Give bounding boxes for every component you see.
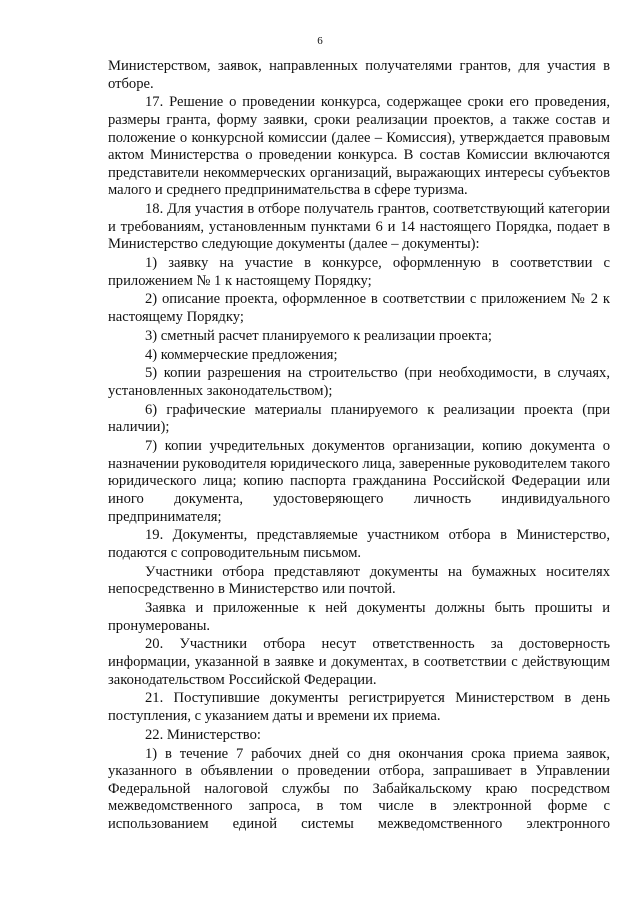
paragraph-continuation: Министерством, заявок, направленных получателями грантов, для участия в отборе.: [108, 58, 610, 92]
list-item-7: 7) копии учредительных документов организации, копию документа о назначении руководителя юридического лица, заверенные руководителем такого юридического лица; копию паспорта гражданина Российской Федерации или иного документа, удостоверяющего личность индивидуального предпринимателя;: [108, 438, 610, 525]
list-item-3: 3) сметный расчет планируемого к реализации проекта;: [145, 327, 492, 344]
paragraph-19-binding: Заявка и приложенные к ней документы должны быть прошиты и пронумерованы.: [108, 600, 610, 634]
list-item-2: 2) описание проекта, оформленное в соответствии с приложением № 2 к настоящему Порядку;: [108, 291, 610, 326]
list-item-6: 6) графические материалы планируемого к реализации проекта (при наличии);: [108, 401, 610, 436]
paragraph-22-item-1: 1) в течение 7 рабочих дней со дня окончания срока приема заявок, указанного в объявлении о проведении отбора, запрашивает в Управлении Федеральной налоговой службы по Забайкальскому краю посредством межведомственного запроса, в том числе в электронной форме с использованием единой системы межведомственного электронного: [108, 745, 610, 832]
paragraph-19: 19. Документы, представляемые участником отбора в Министерство, подаются с сопроводительным письмом.: [108, 527, 610, 561]
list-item-4: 4) коммерческие предложения;: [145, 346, 338, 363]
page-number: 6: [317, 35, 323, 47]
list-item-5: 5) копии разрешения на строительство (при необходимости, в случаях, установленных законодательством);: [108, 365, 610, 399]
paragraph-20: 20. Участники отбора несут ответственность за достоверность информации, указанной в заявке и документах, в соответствии с действующим законодательством Российской Федерации.: [108, 636, 610, 688]
paragraph-19-submission: Участники отбора представляют документы на бумажных носителях непосредственно в Министерство или почтой.: [108, 563, 610, 598]
paragraph-22: 22. Министерство:: [145, 726, 261, 743]
document-body: [108, 58, 610, 835]
paragraph-21: 21. Поступившие документы регистрируется Министерством в день поступления, с указанием даты и времени их приема.: [108, 690, 610, 724]
paragraph-17: 17. Решение о проведении конкурса, содержащее сроки его проведения, размеры гранта, форму заявки, сроки реализации проектов, а также состав и положение о конкурсной комиссии (далее – Комиссия), утверждается правовым актом Министерства о проведении конкурса. В состав Комиссии включаются представители некоммерческих организаций, выражающих интересы субъектов малого и среднего предпринимательства в сфере туризма.: [108, 94, 610, 199]
paragraph-18: 18. Для участия в отборе получатель грантов, соответствующий категории и требованиям, установленным пунктами 6 и 14 настоящего Порядка, подает в Министерство следующие документы (далее – документы):: [108, 201, 610, 253]
list-item-1: 1) заявку на участие в конкурсе, оформленную в соответствии с приложением № 1 к настоящему Порядку;: [108, 255, 610, 289]
